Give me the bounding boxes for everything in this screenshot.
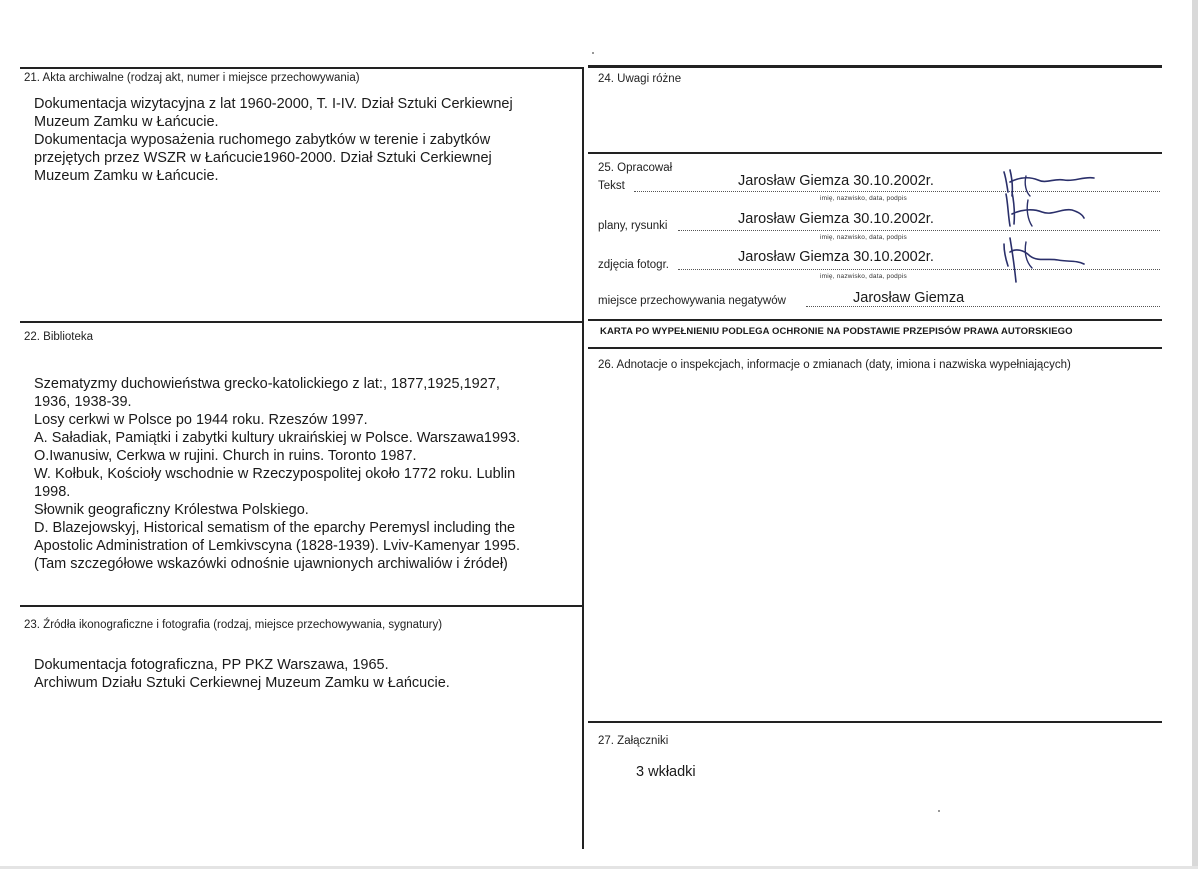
section-22-line: (Tam szczegółowe wskazówki odnośnie ujawnionych archiwaliów i źródeł) (34, 556, 508, 572)
section-22-line: Losy cerkwi w Polsce po 1944 roku. Rzeszów 1997. (34, 412, 368, 428)
section-22-line: Słownik geograficzny Królestwa Polskiego. (34, 502, 309, 518)
section-22-line: 1936, 1938-39. (34, 394, 132, 410)
section-26-label: 26. Adnotacje o inspekcjach, informacje o zmianach (daty, imiona i nazwiska wypełniających) (598, 359, 1071, 371)
signature-photos (998, 228, 1098, 286)
section-25-label: 25. Opracował (598, 162, 673, 174)
section-22-line: O.Iwanusiw, Cerkwa w rujini. Church in ruins. Toronto 1987. (34, 448, 417, 464)
rule-notice-26 (588, 347, 1162, 349)
section-22-line: 1998. (34, 484, 71, 500)
row-drawings-label: plany, rysunki (598, 220, 668, 232)
section-22-line: Apostolic Administration of Lemkivscyna (1828-1939). Lviv-Kamenyar 1995. (34, 538, 520, 554)
rule-24-25 (588, 152, 1162, 154)
section-21-line: przejętych przez WSZR w Łańcucie1960-2000. Dział Sztuki Cerkiewnej (34, 150, 492, 166)
section-21-content (34, 95, 513, 185)
section-22-line: Szematyzmy duchowieństwa grecko-katolickiego z lat:, 1877,1925,1927, (34, 376, 500, 392)
top-rule-left (20, 67, 582, 69)
top-rule-right (588, 65, 1162, 68)
section-21-line: Muzeum Zamku w Łańcucie. (34, 168, 219, 184)
section-21-line: Dokumentacja wyposażenia ruchomego zabytków w terenie i zabytków (34, 132, 491, 148)
row-text-label: Tekst (598, 180, 625, 192)
negatives-value: Jarosław Giemza (853, 290, 965, 306)
section-22-line: W. Kołbuk, Kościoły wschodnie w Rzeczypospolitej około 1772 roku. Lublin (34, 466, 516, 482)
center-divider (582, 67, 584, 849)
section-21-label: 21. Akta archiwalne (rodzaj akt, numer i miejsce przechowywania) (24, 72, 360, 84)
rule-25-notice (588, 319, 1162, 321)
row-photos-label: zdjęcia fotogr. (598, 259, 669, 271)
section-27-label: 27. Załączniki (598, 735, 669, 747)
row-drawings-hint: imię, nazwisko, data, podpis (820, 234, 907, 241)
scan-speck (592, 52, 594, 54)
copyright-notice: KARTA PO WYPEŁNIENIU PODLEGA OCHRONIE NA PODSTAWIE PRZEPISÓW PRAWA AUTORSKIEGO (600, 326, 1073, 337)
negatives-dotline (806, 306, 1160, 307)
scan-speck (938, 810, 940, 812)
rule-26-27 (588, 721, 1162, 723)
row-photos-value: Jarosław Giemza 30.10.2002r. (738, 249, 934, 265)
row-drawings-value: Jarosław Giemza 30.10.2002r. (738, 211, 934, 227)
section-24-label: 24. Uwagi różne (598, 73, 682, 85)
section-22-line: D. Blazejowskyj, Historical sematism of the eparchy Peremysl including the (34, 520, 516, 536)
section-23-line: Archiwum Działu Sztuki Cerkiewnej Muzeum Zamku w Łańcucie. (34, 675, 450, 691)
section-21-line: Muzeum Zamku w Łańcucie. (34, 114, 219, 130)
signature-drawings (998, 188, 1098, 232)
scan-edge-right (1192, 0, 1198, 869)
section-23-label: 23. Źródła ikonograficzne i fotografia (rodzaj, miejsce przechowywania, sygnatury) (24, 619, 443, 631)
negatives-label: miejsce przechowywania negatywów (598, 295, 786, 307)
section-22-label: 22. Biblioteka (24, 331, 94, 343)
section-23-line: Dokumentacja fotograficzna, PP PKZ Warszawa, 1965. (34, 657, 389, 673)
section-21-line: Dokumentacja wizytacyjna z lat 1960-2000, T. I-IV. Dział Sztuki Cerkiewnej (34, 96, 513, 112)
rule-21-22 (20, 321, 582, 323)
section-27-value: 3 wkładki (636, 764, 696, 780)
section-23-content (34, 656, 450, 692)
row-text-hint: imię, nazwisko, data, podpis (820, 195, 907, 202)
section-22-line: A. Saładiak, Pamiątki i zabytki kultury ukraińskiej w Polsce. Warszawa1993. (34, 430, 521, 446)
row-photos-hint: imię, nazwisko, data, podpis (820, 273, 907, 280)
section-22-content (34, 375, 520, 573)
row-text-value: Jarosław Giemza 30.10.2002r. (738, 173, 934, 189)
rule-22-23 (20, 605, 582, 607)
